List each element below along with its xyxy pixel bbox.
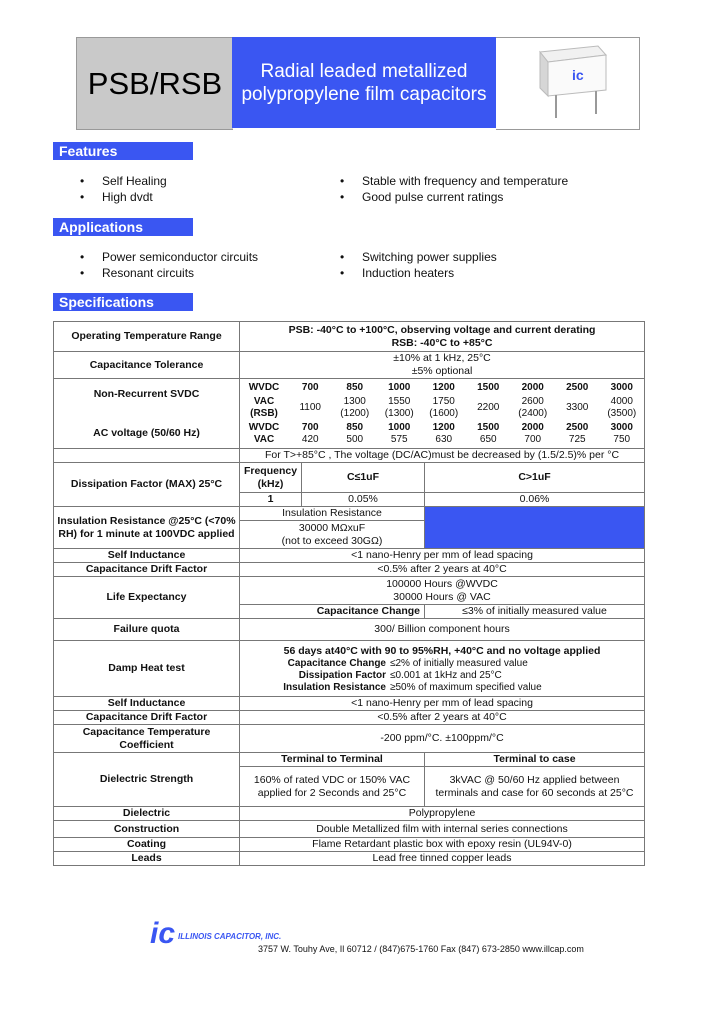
ac-vac-value: 700 — [524, 433, 542, 445]
ac-voltage-label: AC voltage (50/60 Hz) — [93, 426, 200, 439]
spec-label: Capacitance Drift Factor — [54, 563, 240, 577]
table-row — [54, 507, 645, 521]
spec-value: Flame Retardant plastic box with epoxy resin (UL94V-0) — [240, 838, 645, 852]
ac-wvdc-value: 3000 — [610, 421, 633, 433]
cap-tol-value: ±5% optional — [411, 365, 473, 377]
blue-fill-block — [425, 507, 645, 549]
damp-heat-cell — [240, 641, 645, 697]
spec-label: Leads — [54, 852, 240, 866]
product-title-line2: polypropylene film capacitors — [241, 83, 487, 105]
ir-head: Insulation Resistance — [240, 507, 425, 521]
spec-label: Insulation Resistance @25°C (<70% RH) for 1 minute at 100VDC applied — [54, 507, 240, 549]
svdc-value: 2600 (2400) — [518, 395, 548, 419]
application-item: • Power semiconductor circuits — [102, 249, 258, 265]
ac-wvdc-value: 2500 — [566, 421, 589, 433]
df-c1: 0.05% — [302, 493, 425, 507]
spec-value: <1 nano-Henry per mm of lead spacing — [240, 549, 645, 563]
svdc-value: 1300 (1200) — [340, 395, 370, 419]
feature-item: • High dvdt — [102, 189, 153, 205]
damp-head: 56 days at40°C with 90 to 95%RH, +40°C and no voltage applied — [283, 644, 601, 657]
df-freq: 1 — [240, 493, 302, 507]
spec-label: Failure quota — [54, 619, 240, 641]
wvdc-value: 850 — [346, 381, 364, 393]
derate-note: For T>+85°C , The voltage (DC/AC)must be decreased by (1.5/2.5)% per °C — [240, 449, 645, 463]
table-row — [54, 711, 645, 725]
ac-vac-value: 500 — [346, 433, 364, 445]
svdc-value: 1750 (1600) — [429, 395, 459, 419]
svdc-value: 1100 — [299, 401, 321, 413]
ds-tc-value: 3kVAC @ 50/60 Hz applied between terminals and case for 60 seconds at 25°C — [425, 767, 645, 807]
spec-label: Construction — [54, 821, 240, 838]
table-row — [54, 463, 645, 493]
damp-value: ≥50% of maximum specified value — [390, 681, 542, 693]
life-value: 100000 Hours @WVDC — [386, 577, 498, 590]
spec-value — [240, 322, 645, 352]
df-c2-head: C>1uF — [425, 463, 645, 493]
life-value: 30000 Hours @ VAC — [393, 590, 491, 603]
ac-vac-value: 725 — [568, 433, 586, 445]
ac-vac-value: 750 — [613, 433, 631, 445]
ac-wvdc-value: 850 — [346, 421, 364, 433]
ac-vac-value: 420 — [301, 433, 319, 445]
table-row — [54, 449, 645, 463]
vac-rsb-head: VAC (RSB) — [250, 395, 278, 419]
table-row — [54, 725, 645, 753]
application-item: • Switching power supplies — [362, 249, 497, 265]
table-row — [54, 379, 645, 449]
application-item: • Induction heaters — [362, 265, 454, 281]
product-image — [496, 37, 640, 130]
spec-label: Life Expectancy — [54, 577, 240, 619]
product-title-line1: Radial leaded metallized — [260, 60, 468, 82]
specifications-heading: Specifications — [53, 293, 193, 311]
table-row — [54, 852, 645, 866]
svdc-value: 2200 — [477, 401, 500, 413]
ac-wvdc-value: 1200 — [432, 421, 455, 433]
ir-value-line: 30000 MΩxuF — [298, 521, 366, 534]
spec-label: Operating Temperature Range — [54, 322, 240, 352]
ac-vac-value: 650 — [479, 433, 497, 445]
table-row — [54, 352, 645, 379]
ir-value-line: (not to exceed 30GΩ) — [281, 534, 383, 547]
spec-label: Damp Heat test — [54, 641, 240, 697]
ac-wvdc-value: 1000 — [388, 421, 411, 433]
ac-wvdc-value: 1500 — [477, 421, 500, 433]
df-c1-head: C≤1uF — [302, 463, 425, 493]
spec-label: Self Inductance — [54, 697, 240, 711]
ac-wvdc-head: WVDC — [248, 421, 280, 433]
damp-key: Capacitance Change — [287, 657, 386, 669]
feature-item: • Good pulse current ratings — [362, 189, 503, 205]
wvdc-value: 1000 — [388, 381, 411, 393]
wvdc-value: 1500 — [477, 381, 500, 393]
wvdc-value: 700 — [301, 381, 319, 393]
spec-value: -200 ppm/°C. ±100ppm/°C — [240, 725, 645, 753]
capacitor-image-icon — [496, 38, 639, 129]
spec-label: Dielectric Strength — [54, 753, 240, 807]
company-logo — [148, 913, 282, 950]
wvdc-value: 2500 — [566, 381, 589, 393]
feature-item: • Stable with frequency and temperature — [362, 173, 568, 189]
voltage-table-cell — [240, 379, 645, 449]
table-row — [54, 577, 645, 605]
op-temp-value: PSB: -40°C to +100°C, observing voltage and current derating — [288, 323, 596, 336]
spec-value: Lead free tinned copper leads — [240, 852, 645, 866]
svdc-value: 1550 (1300) — [384, 395, 414, 419]
op-temp-value: RSB: -40°C to +85°C — [391, 336, 493, 349]
life-cc-head: Capacitance Change — [240, 605, 425, 619]
spec-label: Dielectric — [54, 807, 240, 821]
damp-value: ≤0.001 at 1kHz and 25°C — [390, 669, 502, 681]
svdc-label: Non-Recurrent SVDC — [93, 387, 200, 400]
wvdc-value: 3000 — [610, 381, 633, 393]
features-heading: Features — [53, 142, 193, 160]
spec-value — [240, 352, 645, 379]
svdc-value: 3300 — [566, 401, 589, 413]
wvdc-value: 2000 — [521, 381, 544, 393]
table-row — [54, 753, 645, 767]
table-row — [54, 838, 645, 852]
applications-heading: Applications — [53, 218, 193, 236]
table-row — [54, 697, 645, 711]
application-item: • Resonant circuits — [102, 265, 194, 281]
ac-vac-value: 630 — [435, 433, 453, 445]
svg-text:ILLINOIS CAPACITOR, INC.: ILLINOIS CAPACITOR, INC. — [178, 932, 282, 941]
ds-tc-head: Terminal to case — [425, 753, 645, 767]
empty-cell — [54, 449, 240, 463]
ir-value — [240, 521, 425, 549]
damp-value: ≤2% of initially measured value — [390, 657, 528, 669]
ds-tt-value: 160% of rated VDC or 150% VAC applied for 2 Seconds and 25°C — [240, 767, 425, 807]
table-row — [54, 821, 645, 838]
table-row — [54, 807, 645, 821]
feature-item: • Self Healing — [102, 173, 167, 189]
svg-text:ic: ic — [572, 67, 584, 83]
voltage-table — [240, 382, 644, 446]
ac-vac-head: VAC — [253, 433, 275, 445]
spec-label: Self Inductance — [54, 549, 240, 563]
spec-label — [54, 379, 240, 449]
spec-value: <1 nano-Henry per mm of lead spacing — [240, 697, 645, 711]
wvdc-value: 1200 — [432, 381, 455, 393]
df-freq-head: Frequency (kHz) — [240, 463, 302, 493]
ac-wvdc-value: 700 — [301, 421, 319, 433]
model-title: PSB/RSB — [76, 37, 233, 130]
product-title-banner — [232, 37, 496, 128]
spec-label: Capacitance Drift Factor — [54, 711, 240, 725]
specifications-table — [53, 321, 645, 866]
company-address: 3757 W. Touhy Ave, Il 60712 / (847)675-1760 Fax (847) 673-2850 www.illcap.com — [258, 944, 584, 954]
spec-label: Dissipation Factor (MAX) 25°C — [54, 463, 240, 507]
spec-value: Double Metallized film with internal series connections — [240, 821, 645, 838]
damp-heat-table — [240, 658, 644, 694]
spec-label: Capacitance Tolerance — [54, 352, 240, 379]
spec-label: Capacitance Temperature Coefficient — [54, 725, 240, 753]
cap-tol-value: ±10% at 1 kHz, 25°C — [393, 352, 491, 364]
wvdc-head: WVDC — [248, 381, 280, 393]
ds-tt-head: Terminal to Terminal — [240, 753, 425, 767]
ac-wvdc-value: 2000 — [521, 421, 544, 433]
svg-text:ic: ic — [150, 917, 176, 950]
table-row — [54, 619, 645, 641]
df-c2: 0.06% — [425, 493, 645, 507]
table-row — [54, 563, 645, 577]
table-row — [54, 549, 645, 563]
spec-value — [240, 577, 645, 605]
spec-value: <0.5% after 2 years at 40°C — [240, 563, 645, 577]
ac-vac-value: 575 — [390, 433, 408, 445]
life-cc-value: ≤3% of initially measured value — [425, 605, 645, 619]
spec-label: Coating — [54, 838, 240, 852]
table-row — [54, 322, 645, 352]
spec-value: <0.5% after 2 years at 40°C — [240, 711, 645, 725]
spec-value: 300/ Billion component hours — [240, 619, 645, 641]
damp-key: Dissipation Factor — [298, 669, 386, 681]
spec-value: Polypropylene — [240, 807, 645, 821]
ic-logo-icon — [148, 913, 282, 950]
svdc-value: 4000 (3500) — [607, 395, 637, 419]
damp-key: Insulation Resistance — [283, 681, 386, 693]
table-row — [54, 641, 645, 697]
